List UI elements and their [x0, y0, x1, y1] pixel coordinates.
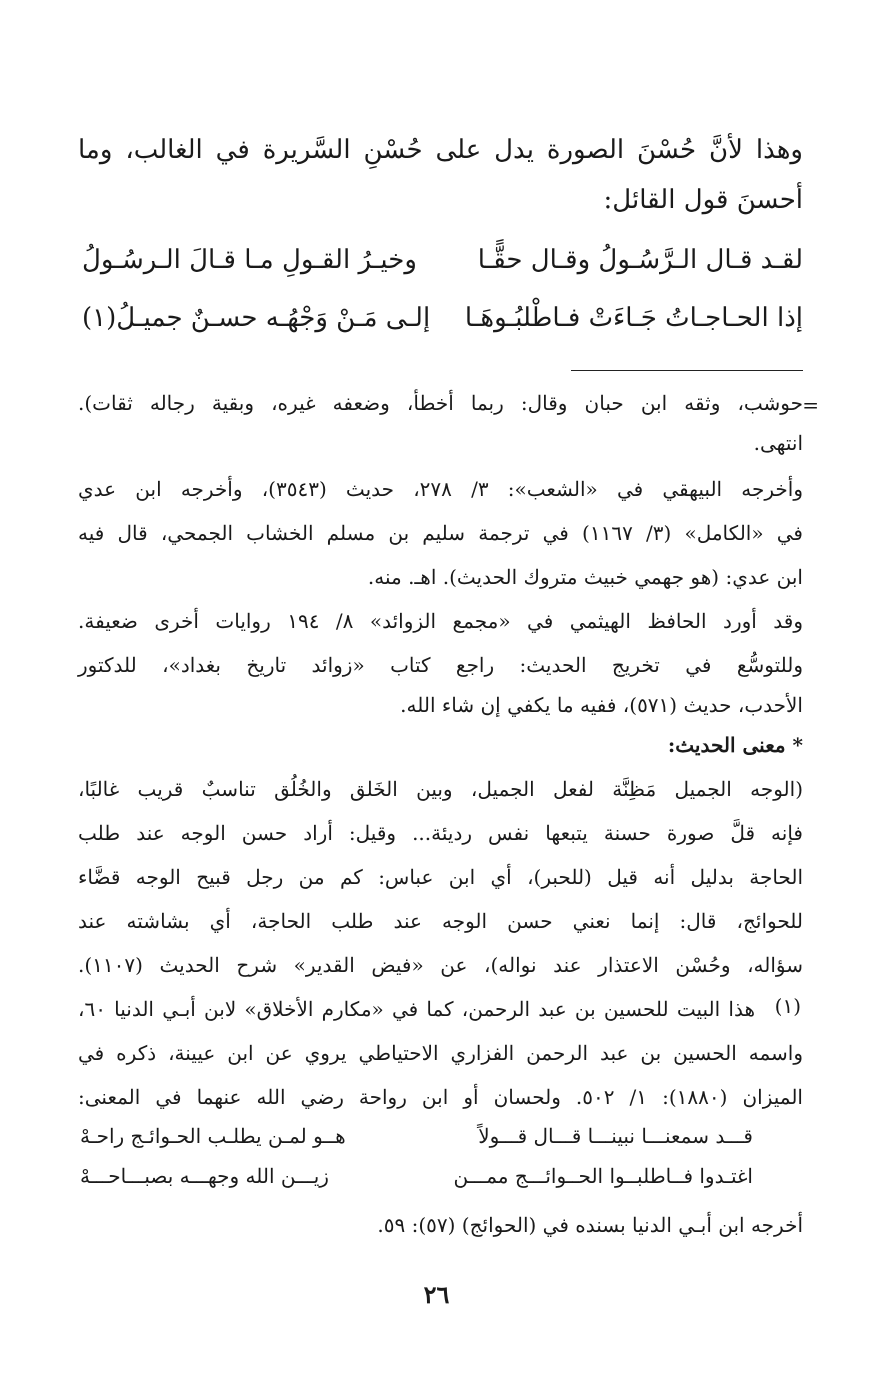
footnote-line: في «الكامل» (٣/ ١١٦٧) في ترجمة سليم بن مسلم الخشاب الجمحي، قال فيه: [78, 521, 803, 545]
footnote-line: انتهى.: [753, 431, 803, 455]
verse-1-first-hemistich: لقـد قـال الـرَّسُـولُ وقـال حقًّـا: [477, 245, 803, 275]
footnote-line: حوشب، وثقه ابن حبان وقال: ربما أخطأ، وضعفه غيره، وبقية رجاله ثقات).: [78, 391, 803, 415]
footnote-line: سؤاله، وحُسْن الاعتذار عند نواله)، عن «فيض القدير» شرح الحديث (١١٠٧).: [78, 953, 803, 977]
main-paragraph-line-1: وهذا لأنَّ حُسْنَ الصورة يدل على حُسْنِ السَّريرة في الغالب، وما: [78, 135, 803, 165]
verse-1-second-hemistich: وخيـرُ القـولِ مـا قـالَ الـرسُـولُ: [82, 245, 417, 275]
footnote-1-line: واسمه الحسين بن عبد الرحمن الفزاري الاحتياطي يروي عن ابن عيينة، ذكره في: [78, 1041, 803, 1065]
verse-2-second-hemistich: إلـى مَـنْ وَجْهُـه حسـنٌ جميـلُ(١): [82, 303, 431, 333]
footnote-line: ابن عدي: (هو جهمي خبيث متروك الحديث). اهـ. منه.: [367, 565, 803, 589]
footnote-line: فإنه قلَّ صورة حسنة يتبعها نفس رديئة... وقيل: أراد حسن الوجه عند طلب: [78, 821, 803, 845]
footnote-line: الحاجة بدليل أنه قيل (للحبر)، أي ابن عباس: كم من رجل قبيح الوجه قضَّاء: [78, 865, 803, 889]
continuation-mark: =: [802, 393, 819, 417]
footnote-line: وقد أورد الحافظ الهيثمي في «مجمع الزوائد» ٨/ ١٩٤ روايات أخرى ضعيفة.: [78, 609, 803, 633]
section-heading: * معنى الحديث:: [667, 733, 803, 757]
footnote-verse-1-first: قـــد سمعنـــا نبينـــا قـــال قـــولاً: [478, 1124, 753, 1148]
footnote-line: وأخرجه البيهقي في «الشعب»: ٣/ ٢٧٨، حديث (٣٥٤٣)، وأخرجه ابن عدي: [78, 477, 803, 501]
footnote-separator: [571, 370, 803, 371]
footnote-line: وللتوسُّع في تخريج الحديث: راجع كتاب «زوائد تاريخ بغداد»، للدكتور: [78, 653, 803, 677]
footnote-number: (١): [774, 994, 801, 1018]
footnote-1-last-line: أخرجه ابن أبـي الدنيا بسنده في (الحوائج) (٥٧): ٥٩.: [377, 1213, 803, 1237]
verse-2-first-hemistich: إذا الحـاجـاتُ جَـاءَتْ فـاطْلبُـوهَـا: [464, 303, 803, 333]
footnote-1-line: هذا البيت للحسين بن عبد الرحمن، كما في «مكارم الأخلاق» لابن أبـي الدنيا ٦٠،: [78, 997, 755, 1021]
footnote-line: للحوائج، قال: إنما نعني حسن الوجه عند طلب الحاجة، أي بشاشته عند: [78, 909, 803, 933]
footnote-line: الأحدب، حديث (٥٧١)، ففيه ما يكفي إن شاء الله.: [400, 693, 803, 717]
footnote-verse-2-first: اغتـدوا فــاطلبــوا الحــوائـــج ممـــن: [453, 1164, 753, 1188]
footnote-line: (الوجه الجميل مَظِنَّة لفعل الجميل، وبين الخَلق والخُلُق تناسبٌ قريب غالبًا،: [78, 777, 803, 801]
footnote-verse-2-second: زيـــن الله وجهـــه بصبـــاحـــهْ: [80, 1164, 329, 1188]
main-paragraph-line-2: أحسنَ قول القائل:: [603, 185, 803, 215]
page-number: ٢٦: [423, 1280, 450, 1309]
footnote-verse-1-second: هــو لمـن يطلـب الحـوائـج راحـهْ: [80, 1124, 346, 1148]
footnote-1-line: الميزان (١٨٨٠): ١/ ٥٠٢. ولحسان أو ابن رواحة رضي الله عنهما في المعنى:: [78, 1085, 803, 1109]
